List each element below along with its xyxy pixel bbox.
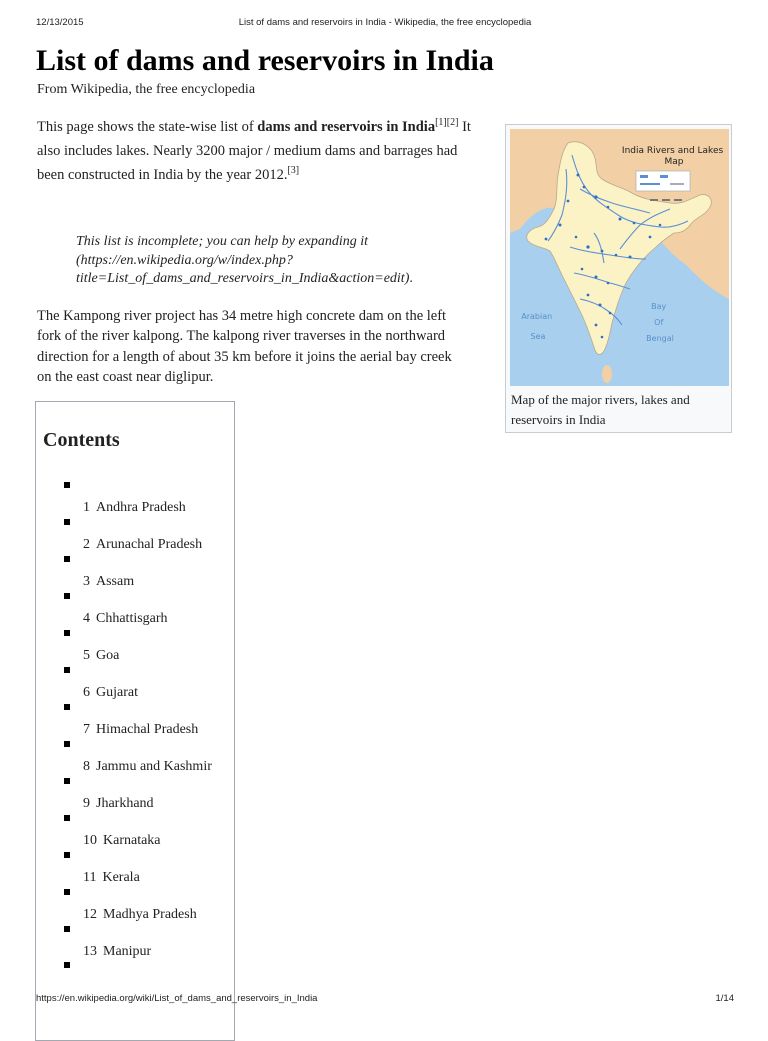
toc-label: Kerala — [102, 870, 140, 885]
toc-link[interactable] — [83, 536, 202, 553]
site-tagline: From Wikipedia, the free encyclopedia — [37, 82, 256, 97]
print-url: https://en.wikipedia.org/wiki/List_of_dams_and_reservoirs_in_India — [36, 993, 318, 1004]
map-legend-swatch-1 — [640, 175, 648, 178]
toc-link[interactable] — [83, 758, 212, 775]
toc-label: Himachal Pradesh — [96, 722, 199, 737]
print-footer — [36, 993, 734, 1007]
toc-item-chhattisgarh[interactable] — [36, 593, 234, 629]
toc-label: Madhya Pradesh — [103, 907, 197, 922]
toc-link[interactable] — [83, 499, 186, 516]
toc-item-gujarat[interactable] — [36, 667, 234, 703]
toc-label: Assam — [96, 574, 135, 589]
map-scale-bar-2 — [662, 199, 670, 201]
toc-bullet — [64, 741, 70, 747]
toc-number: 1 — [83, 500, 90, 515]
toc-link[interactable] — [83, 906, 197, 923]
toc-item-karnataka[interactable] — [36, 815, 234, 851]
notice-link[interactable]: This list is incomplete; you can help by expanding it (https://en.wikipedia.org/w/index.php?title=List_of_dams_and_reservoirs_in_India&action=edit) — [76, 234, 410, 286]
toc-link[interactable] — [83, 610, 168, 627]
map-sri-lanka — [602, 365, 612, 383]
print-date: 12/13/2015 — [36, 17, 84, 28]
map-figure — [505, 124, 732, 433]
map-legend-box — [636, 171, 690, 191]
toc-number: 7 — [83, 722, 90, 737]
toc-number: 12 — [83, 907, 97, 922]
map-title-line-2: Map — [664, 157, 684, 167]
toc-bullet — [64, 704, 70, 710]
toc-label: Goa — [96, 648, 120, 663]
toc-item-jharkhand[interactable] — [36, 778, 234, 814]
toc-bullet — [64, 852, 70, 858]
map-caption: Map of the major rivers, lakes and reservoirs in India — [511, 392, 690, 427]
toc-label: Andhra Pradesh — [96, 500, 186, 515]
toc-label: Chhattisgarh — [96, 611, 168, 626]
toc-title: Contents — [43, 429, 120, 451]
toc-bullet — [64, 630, 70, 636]
bay-line-3: Bengal — [646, 334, 674, 343]
toc-label: Jharkhand — [96, 796, 154, 811]
toc-label: Gujarat — [96, 685, 138, 700]
toc-number: 13 — [83, 944, 97, 959]
arabian-line-2: Sea — [530, 332, 546, 341]
toc-bullet — [64, 593, 70, 599]
toc-item-assam[interactable] — [36, 556, 234, 592]
intro-bold-term: dams and reservoirs in India — [257, 119, 436, 135]
map-legend-swatch-4 — [670, 183, 684, 185]
toc-link[interactable] — [83, 573, 134, 590]
bay-line-1: Bay — [651, 302, 667, 311]
reference-link-1[interactable]: [1] — [435, 117, 447, 128]
reference-link-2[interactable]: [2] — [446, 117, 459, 128]
toc-number: 8 — [83, 759, 90, 774]
intro-paragraph — [37, 115, 477, 187]
toc-item-manipur[interactable] — [36, 926, 234, 962]
toc-item-arunachal-pradesh[interactable] — [36, 519, 234, 555]
map-title-line-1: India Rivers and Lakes — [621, 146, 724, 156]
page-title: List of dams and reservoirs in India — [36, 44, 494, 77]
print-doc-title: List of dams and reservoirs in India - Wikipedia, the free encyclopedia — [238, 17, 532, 28]
print-page-number: 1/14 — [715, 993, 734, 1004]
toc-item-goa[interactable] — [36, 630, 234, 666]
india-rivers-lakes-map[interactable] — [510, 129, 729, 386]
toc-item-himachal-pradesh[interactable] — [36, 704, 234, 740]
toc-bullet — [64, 482, 70, 488]
toc-bullet — [64, 962, 70, 968]
toc-number: 9 — [83, 796, 90, 811]
toc-number: 10 — [83, 833, 97, 848]
intro-text-after: It also includes lakes. Nearly 3200 major / medium dams and barrages had been constructed in India by the year 2012. — [37, 119, 471, 183]
toc-number: 6 — [83, 685, 90, 700]
toc-bullet — [64, 519, 70, 525]
map-scale-bar-1 — [650, 199, 658, 201]
toc-link[interactable] — [83, 647, 119, 664]
incomplete-list-notice — [76, 233, 476, 289]
toc-item-jammu-and-kashmir[interactable] — [36, 741, 234, 777]
toc-link[interactable] — [83, 832, 161, 849]
toc-bullet — [64, 815, 70, 821]
bay-line-2: Of — [654, 318, 664, 327]
toc-label: Karnataka — [103, 833, 161, 848]
toc-bullet — [64, 778, 70, 784]
toc-number: 3 — [83, 574, 90, 589]
toc-label: Jammu and Kashmir — [96, 759, 212, 774]
map-legend-swatch-3 — [640, 183, 660, 185]
toc-number: 11 — [83, 870, 97, 885]
toc-label: Arunachal Pradesh — [96, 537, 203, 552]
arabian-line-1: Arabian — [521, 312, 553, 321]
toc-item-kerala[interactable] — [36, 852, 234, 888]
reference-link-3[interactable]: [3] — [287, 165, 300, 176]
notice-period: . — [409, 271, 413, 286]
toc-link[interactable] — [83, 795, 154, 812]
kampong-paragraph: The Kampong river project has 34 metre high concrete dam on the left fork of the river kalpong. The kalpong river traverses in the northward direction for a length of about 35 km before it joins the aerial bay creek on the east coast near diglipur. — [37, 308, 452, 385]
toc-link[interactable] — [83, 869, 140, 886]
toc-bullet — [64, 889, 70, 895]
toc-bullet — [64, 667, 70, 673]
toc-link[interactable] — [83, 721, 198, 738]
toc-item-andhra-pradesh[interactable] — [36, 482, 234, 518]
toc-link[interactable] — [83, 943, 151, 960]
map-legend-swatch-2 — [660, 175, 668, 178]
map-scale-bar-3 — [674, 199, 682, 201]
toc-number: 5 — [83, 648, 90, 663]
toc-bullet — [64, 926, 70, 932]
print-header — [36, 17, 734, 31]
toc-label: Manipur — [103, 944, 152, 959]
table-of-contents — [35, 401, 235, 1041]
intro-text-before: This page shows the state-wise list of — [37, 119, 258, 135]
toc-item-madhya-pradesh[interactable] — [36, 889, 234, 925]
toc-number: 2 — [83, 537, 90, 552]
toc-bullet — [64, 556, 70, 562]
toc-link[interactable] — [83, 684, 138, 701]
toc-number: 4 — [83, 611, 90, 626]
